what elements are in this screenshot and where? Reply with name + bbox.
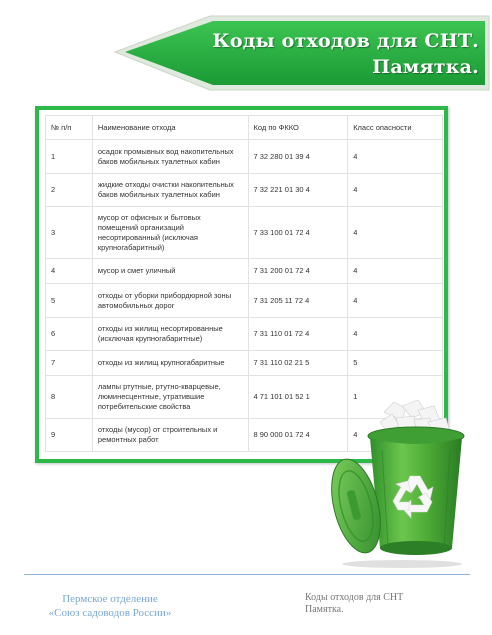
footer-document-title [305,592,445,616]
cell-class: 4 [348,419,443,452]
cell-num: 9 [46,419,93,452]
header-num: № п/п [46,116,93,140]
cell-class: 1 [348,376,443,419]
cell-class: 4 [348,284,443,318]
cell-code: 7 31 110 02 21 5 [248,351,348,376]
cell-num: 6 [46,318,93,351]
cell-class: 4 [348,318,443,351]
footer-divider [24,574,470,575]
cell-num: 1 [46,140,93,174]
cell-code: 7 31 200 01 72 4 [248,259,348,284]
cell-num: 5 [46,284,93,318]
cell-num: 4 [46,259,93,284]
footer-org-line1: Пермское отделение [62,593,158,605]
cell-name: осадок промывных вод накопительных баков мобильных туалетных кабин [92,140,248,174]
table-row [46,259,443,284]
cell-class: 5 [348,351,443,376]
page-title-line1: Коды отходов для СНТ. [212,30,479,52]
table-row [46,284,443,318]
cell-name: отходы из жилищ крупногабаритные [92,351,248,376]
header-name: Наименование отхода [92,116,248,140]
header-class: Класс опасности [348,116,443,140]
cell-class: 4 [348,207,443,259]
table-row [46,174,443,207]
cell-code: 7 31 205 11 72 4 [248,284,348,318]
page-title [183,28,479,80]
table-header-row [46,116,443,140]
cell-code: 7 33 100 01 72 4 [248,207,348,259]
cell-code: 7 31 110 01 72 4 [248,318,348,351]
header-code: Код по ФККО [248,116,348,140]
cell-code: 7 32 280 01 39 4 [248,140,348,174]
cell-num: 7 [46,351,93,376]
cell-code: 7 32 221 01 30 4 [248,174,348,207]
cell-name: отходы из жилищ несортированные (исключая крупногабаритные) [92,318,248,351]
footer-doc-line2: Памятка. [305,604,344,615]
cell-class: 4 [348,259,443,284]
cell-name: мусор и смет уличный [92,259,248,284]
recycle-bin-illustration [322,398,478,570]
cell-class: 4 [348,174,443,207]
cell-code: 4 71 101 01 52 1 [248,376,348,419]
footer-organization [20,592,200,620]
cell-num: 2 [46,174,93,207]
cell-code: 8 90 000 01 72 4 [248,419,348,452]
cell-name: лампы ртутные, ртутно-кварцевые, люминесцентные, утратившие потребительские свойства [92,376,248,419]
cell-name: мусор от офисных и бытовых помещений организаций несортированный (исключая крупногабаритный) [92,207,248,259]
table-row [46,140,443,174]
cell-name: отходы от уборки прибордюрной зоны автомобильных дорог [92,284,248,318]
footer-doc-line1: Коды отходов для СНТ [305,592,404,603]
table-row [46,207,443,259]
title-banner [113,14,491,92]
cell-num: 3 [46,207,93,259]
cell-num: 8 [46,376,93,419]
table-row [46,318,443,351]
page-title-line2: Памятка. [372,56,479,78]
cell-class: 4 [348,140,443,174]
footer-org-line2: «Союз садоводов России» [48,607,172,619]
cell-name: отходы (мусор) от строительных и ремонтных работ [92,419,248,452]
table-row [46,351,443,376]
cell-name: жидкие отходы очистки накопительных баков мобильных туалетных кабин [92,174,248,207]
